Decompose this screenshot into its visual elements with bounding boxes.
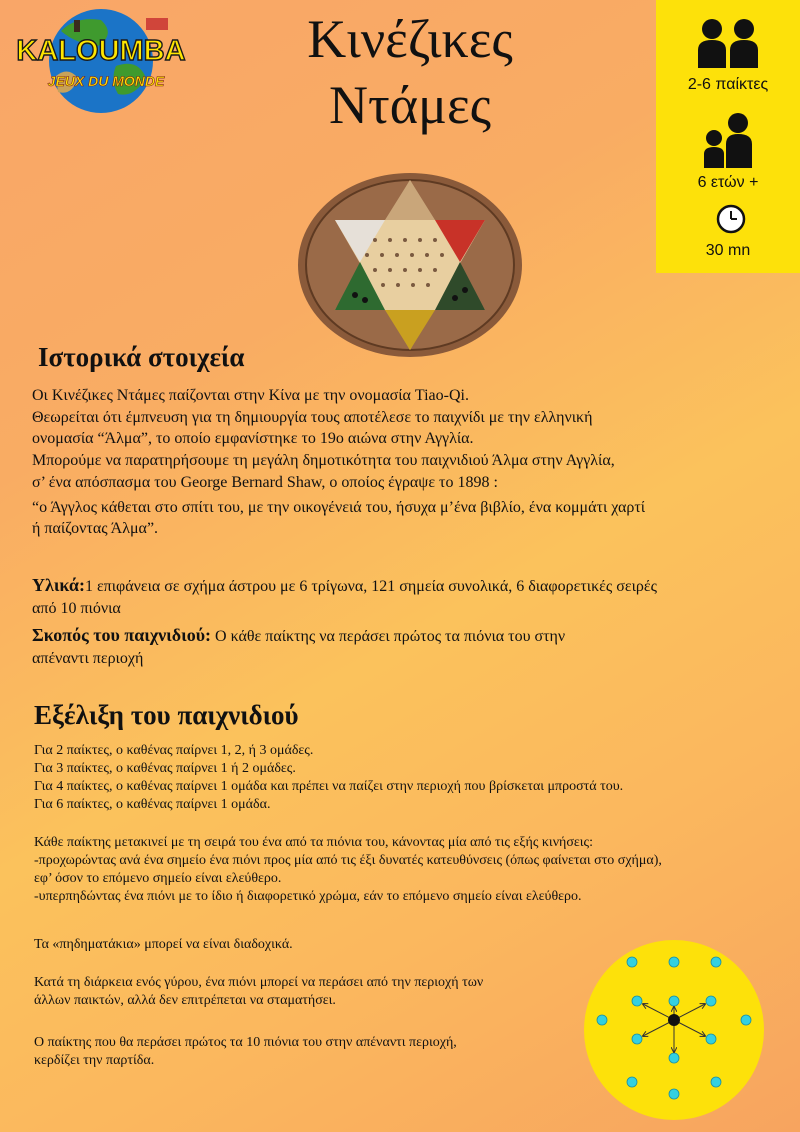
players-label: 2-6 παίκτες [687,76,769,93]
goal-block [32,625,565,669]
rule-line: Για 3 παίκτες, ο καθένας παίρνει 1 ή 2 ομάδες. [34,761,296,776]
clock-icon [716,204,746,234]
rule-line: -υπερπηδώντας ένα πιόνι με το ίδιο ή διαφορετικό χρώμα, εάν το επόμενο σημείο είναι ελεύθερο. [34,889,582,904]
history-line: σ’ ένα απόσπασμα του George Bernard Shaw, ο οποίος έγραψε το 1898 : [32,474,498,491]
rule-line: -προχωρώντας ανά ένα σημείο ένα πιόνι προς μία από τις έξι δυνατές κατευθύνσεις (όπως φαίνεται στο σχήμα), [34,853,662,868]
age-label: 6 ετών + [697,174,759,191]
rule-line: Κάθε παίκτης μετακινεί με τη σειρά του ένα από τα πιόνια του, κάνοντας μία από τις εξής κινήσεις: [34,835,593,850]
history-line: “ο Άγγλος κάθεται στο σπίτι του, με την οικογένειά του, ήσυχα μ’ένα βιβλίο, ένα κομμάτι χαρτί [32,498,646,516]
history-line: ή παίζοντας Άλμα”. [32,520,159,537]
rule-line: Για 4 παίκτες, ο καθένας παίρνει 1 ομάδα και πρέπει να παίζει στην περιοχή που βρίσκεται μπροστά του. [34,779,624,794]
pass-rule [34,974,483,1010]
consecutive-rule: Τα «πηδηματάκια» μπορεί να είναι διαδοχικά. [34,937,293,952]
history-line: ονομασία “Άλμα”, το οποίο εμφανίστηκε το 19ο αιώνα στην Αγγλία. [32,430,474,447]
materials-text: 1 επιφάνεια σε σχήμα άστρου με 6 τρίγωνα, 121 σημεία συνολικά, 6 διαφορετικές σειρές [84,578,657,595]
rule-line: Κατά τη διάρκεια ενός γύρου, ένα πιόνι μπορεί να περάσει από την περιοχή των [34,975,484,990]
history-line: Μπορούμε να παρατηρήσουμε τη μεγάλη δημοτικότητα του παιχνιδιού Άλμα στην Αγγλία, [32,451,615,469]
history-heading: Ιστορικά στοιχεία [38,342,245,372]
goal-label: Σκοπός του παιχνιδιού: [32,625,212,645]
logo-text: KALOUMBA [16,35,186,67]
history-text [32,385,645,540]
logo-subtext: JEUX DU MONDE [47,73,165,89]
gameplay-heading: Εξέλιξη του παιχνιδιού [34,700,299,730]
info-panel [656,0,800,273]
history-line: Θεωρείται ότι έμπνευση για τη δημιουργία τους αποτέλεσε το παιχνίδι με την ελληνική [32,408,593,426]
title-line-2: Ντάμες [329,75,491,135]
kaloumba-logo [6,6,196,116]
materials-block [32,575,657,619]
rule-line: Για 2 παίκτες, ο καθένας παίρνει 1, 2, ή 3 ομάδες. [34,743,314,758]
two-players-icon [696,18,760,70]
win-rule [34,1034,457,1070]
chinese-checkers-board-photo [295,170,525,360]
move-rules [34,834,662,906]
page-title [230,6,590,138]
adult-child-icon [702,112,754,170]
rule-line: Για 6 παίκτες, ο καθένας παίρνει 1 ομάδα. [34,797,271,812]
group-rules [34,742,623,814]
materials-label: Υλικά: [32,575,85,595]
rule-line: εφ’ όσον το επόμενο σημείο είναι ελεύθερο. [34,871,282,886]
rule-line: Ο παίκτης που θα περάσει πρώτος τα 10 πιόνια του στην απέναντι περιοχή, [34,1035,457,1050]
rule-line: κερδίζει την παρτίδα. [34,1053,155,1068]
rule-line: άλλων παικτών, αλλά δεν επιτρέπεται να σταματήσει. [34,993,336,1008]
goal-text: Ο κάθε παίκτης να περάσει πρώτος τα πιόνια του στην [211,628,566,645]
materials-text-2: από 10 πιόνια [32,599,121,617]
duration-label: 30 mn [705,242,751,259]
title-line-1: Κινέζικες [307,9,513,69]
history-line: Οι Κινέζικες Ντάμες παίζονται στην Κίνα με την ονομασία Tiao-Qi. [32,387,469,404]
goal-text-2: απέναντι περιοχή [32,649,144,667]
move-directions-diagram [582,938,766,1122]
